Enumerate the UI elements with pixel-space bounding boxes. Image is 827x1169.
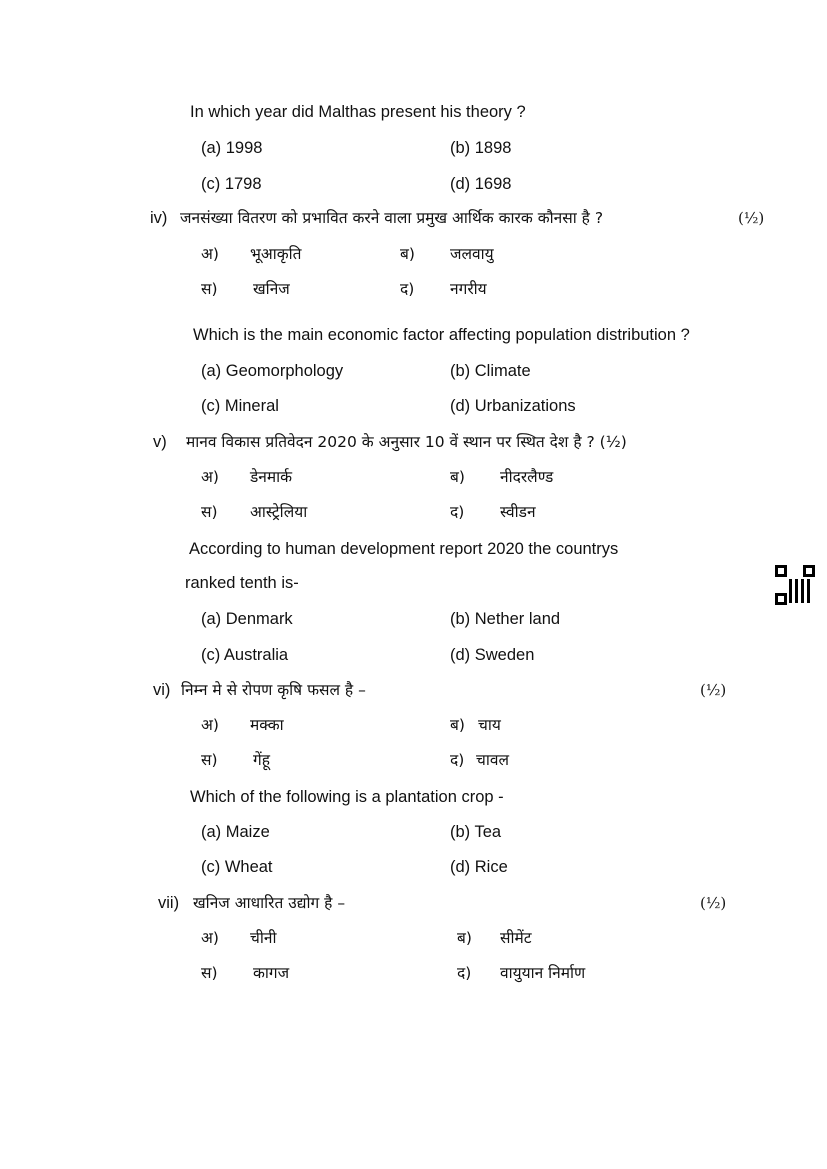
q7-marks: (½) (700, 894, 727, 912)
q7-hindi-option-d: वायुयान निर्माण (500, 964, 586, 982)
q4-english-question: Which is the main economic factor affecting population distribution ? (193, 326, 690, 344)
q6-hindi-option-a: मक्का (250, 716, 284, 734)
q5-hindi-option-d: स्वीडन (500, 503, 536, 521)
q4-option-a: (a) Geomorphology (201, 362, 344, 380)
q4-number: iv) (150, 209, 168, 227)
q4-hindi-question: जनसंख्या वितरण को प्रभावित करने वाला प्रमुख आर्थिक कारक कौनसा है ? (180, 209, 604, 227)
q5-option-b: (b) Nether land (450, 610, 561, 628)
q5-hindi-option-c-label: स) (201, 503, 218, 521)
q3-english-question: In which year did Malthas present his theory ? (190, 103, 526, 121)
q4-option-d: (d) Urbanizations (450, 397, 576, 415)
q6-hindi-option-c-label: स) (201, 751, 218, 769)
q5-hindi-option-a-label: अ) (201, 468, 219, 486)
q6-hindi-option-b: चाय (478, 716, 501, 734)
q5-hindi-option-b: नीदरलैण्ड (500, 468, 554, 486)
q6-hindi-option-c: गेंहू (253, 751, 270, 769)
q6-marks: (½) (700, 681, 727, 699)
q4-hindi-option-c-label: स) (201, 280, 218, 298)
q5-hindi-option-b-label: ब) (450, 468, 465, 486)
q7-hindi-option-b: सीमेंट (500, 929, 532, 947)
q3-option-d: (d) 1698 (450, 175, 512, 193)
q6-hindi-option-b-label: ब) (450, 716, 465, 734)
q5-option-a: (a) Denmark (201, 610, 293, 628)
q7-hindi-option-a-label: अ) (201, 929, 219, 947)
q6-english-question: Which of the following is a plantation crop - (190, 788, 504, 806)
q7-hindi-question: खनिज आधारित उद्योग है – (193, 894, 346, 912)
q6-option-c: (c) Wheat (201, 858, 273, 876)
q5-english-question-line2: ranked tenth is- (185, 574, 299, 592)
q6-hindi-option-d: चावल (476, 751, 509, 769)
q5-option-c: (c) Australia (201, 646, 289, 664)
q6-option-b: (b) Tea (450, 823, 502, 841)
q3-option-c: (c) 1798 (201, 175, 262, 193)
q6-option-a: (a) Maize (201, 823, 270, 841)
q5-english-question-line1: According to human development report 2020 the countrys (189, 540, 619, 558)
q5-number: v) (153, 433, 167, 451)
q4-option-c: (c) Mineral (201, 397, 279, 415)
q4-hindi-option-d-label: द) (400, 280, 415, 298)
q6-hindi-question: निम्न मे से रोपण कृषि फसल है – (181, 681, 366, 699)
q7-hindi-option-b-label: ब) (457, 929, 472, 947)
q6-option-d: (d) Rice (450, 858, 508, 876)
q4-hindi-option-a: भूआकृति (250, 245, 302, 263)
q6-hindi-option-d-label: द) (450, 751, 465, 769)
q5-hindi-option-a: डेनमार्क (250, 468, 293, 486)
q4-hindi-option-a-label: अ) (201, 245, 219, 263)
q4-hindi-option-b: जलवायु (450, 245, 494, 263)
q4-hindi-option-b-label: ब) (400, 245, 415, 263)
q7-hindi-option-c: कागज (253, 964, 290, 982)
q5-hindi-question: मानव विकास प्रतिवेदन 2020 के अनुसार 10 वें स्थान पर स्थित देश है ? (½) (186, 433, 627, 451)
q6-number: vi) (153, 681, 171, 699)
q7-hindi-option-a: चीनी (250, 929, 277, 947)
q7-number: vii) (158, 894, 180, 912)
q4-hindi-option-c: खनिज (253, 280, 290, 298)
q4-marks: (½) (738, 209, 765, 227)
q5-hindi-option-d-label: द) (450, 503, 465, 521)
q7-hindi-option-d-label: द) (457, 964, 472, 982)
q6-hindi-option-a-label: अ) (201, 716, 219, 734)
q3-option-a: (a) 1998 (201, 139, 263, 157)
qr-code-image (775, 565, 815, 605)
q5-option-d: (d) Sweden (450, 646, 535, 664)
q3-option-b: (b) 1898 (450, 139, 512, 157)
q4-hindi-option-d: नगरीय (450, 280, 487, 298)
q7-hindi-option-c-label: स) (201, 964, 218, 982)
q5-hindi-option-c: आस्ट्रेलिया (250, 503, 308, 521)
q4-option-b: (b) Climate (450, 362, 531, 380)
